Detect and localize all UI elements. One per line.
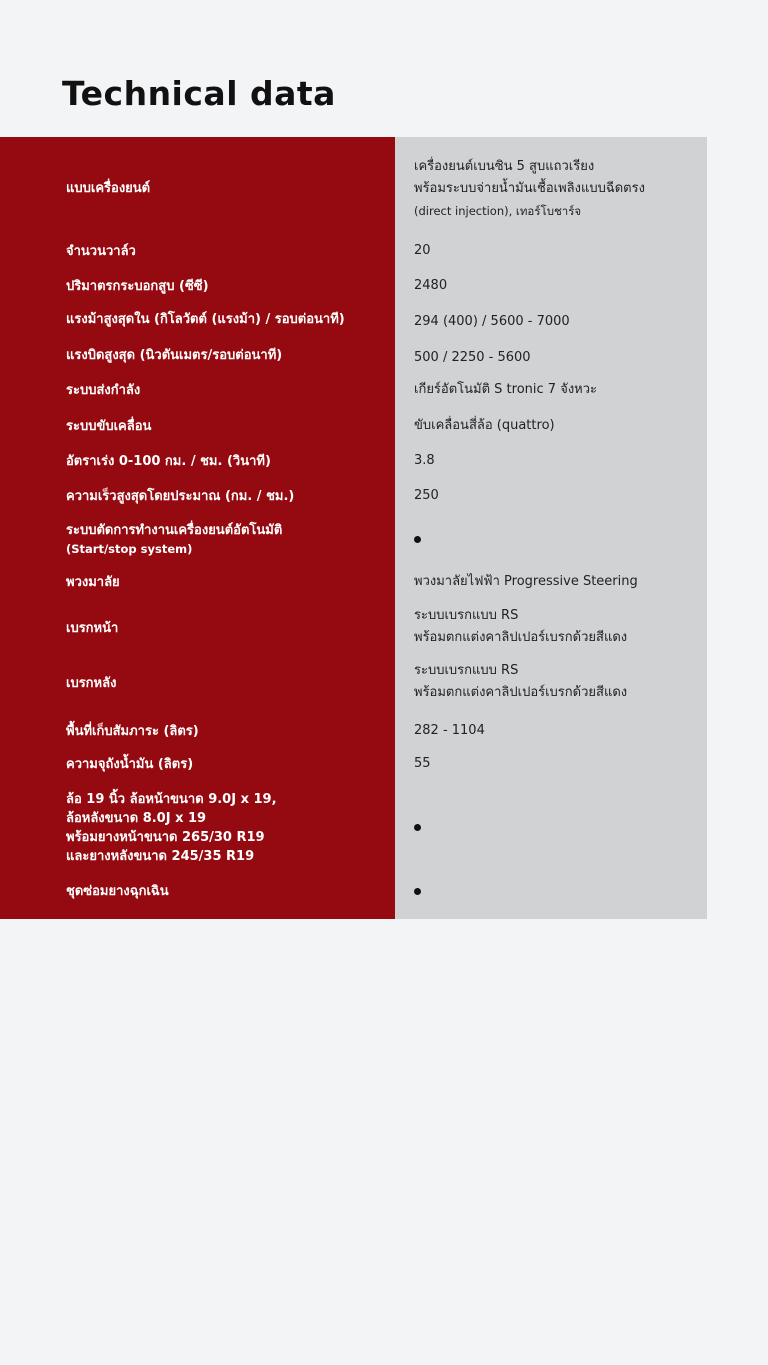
spec-label-displacement: ปริมาตรกระบอกสูบ (ซีซี) xyxy=(66,278,209,294)
spec-value-start-stop xyxy=(414,533,702,545)
spec-label-engine-type: แบบเครื่องยนต์ xyxy=(66,180,151,196)
spec-label-top-speed: ความเร็วสูงสุดโดยประมาณ (กม. / ชม.) xyxy=(66,488,295,504)
spec-value-luggage: 282 - 1104 xyxy=(414,723,485,738)
spec-value-tire-repair-kit xyxy=(414,885,702,897)
page-title: Technical data xyxy=(62,74,336,113)
spec-value-engine-type: เครื่องยนต์เบนซิน 5 สูบแถวเรียง พร้อมระบบจ่ายน้ำมันเชื้อเพลิงแบบฉีดตรง (direct injection), เทอร์โบชาร์จ xyxy=(414,159,645,218)
spec-value-acceleration: 3.8 xyxy=(414,453,435,468)
spec-value-fuel-tank: 55 xyxy=(414,756,431,771)
spec-value-displacement: 2480 xyxy=(414,278,448,293)
spec-label-max-power: แรงม้าสูงสุดใน (กิโลวัตต์ (แรงม้า) / รอบต่อนาที) xyxy=(66,311,345,327)
spec-label-rear-brakes: เบรกหลัง xyxy=(66,675,117,691)
spec-label-drive-system: ระบบขับเคลื่อน xyxy=(66,418,152,434)
spec-label-wheels: ล้อ 19 นิ้ว ล้อหน้าขนาด 9.0J x 19, ล้อหลังขนาด 8.0J x 19 พร้อมยางหน้าขนาด 265/30 R19 และยางหลังขนาด 245/35 R19 xyxy=(66,792,277,864)
spec-label-max-torque: แรงบิดสูงสุด (นิวตันเมตร/รอบต่อนาที) xyxy=(66,347,283,363)
spec-value-front-brakes: ระบบเบรกแบบ RS พร้อมตกแต่งคาลิปเปอร์เบรกด้วยสีแดง xyxy=(414,608,628,645)
spec-value-rear-brakes: ระบบเบรกแบบ RS พร้อมตกแต่งคาลิปเปอร์เบรกด้วยสีแดง xyxy=(414,663,628,700)
spec-label-luggage: พื้นที่เก็บสัมภาระ (ลิตร) xyxy=(66,723,199,739)
spec-label-transmission: ระบบส่งกำลัง xyxy=(66,382,141,398)
spec-value-valves: 20 xyxy=(414,243,431,258)
spec-label-steering: พวงมาลัย xyxy=(66,574,120,590)
spec-label-fuel-tank: ความจุถังน้ำมัน (ลิตร) xyxy=(66,756,194,772)
spec-label-valves: จำนวนวาล์ว xyxy=(66,243,136,259)
spec-value-max-power: 294 (400) / 5600 - 7000 xyxy=(414,314,570,329)
standard-bullet-icon xyxy=(414,824,421,831)
spec-table xyxy=(0,137,707,919)
spec-value-drive-system: ขับเคลื่อนสี่ล้อ (quattro) xyxy=(414,418,555,433)
spec-value-top-speed: 250 xyxy=(414,488,439,503)
standard-bullet-icon xyxy=(414,888,421,895)
spec-value-wheels xyxy=(414,821,702,833)
standard-bullet-icon xyxy=(414,536,421,543)
spec-value-transmission: เกียร์อัตโนมัติ S tronic 7 จังหวะ xyxy=(414,382,598,397)
spec-value-max-torque: 500 / 2250 - 5600 xyxy=(414,350,531,365)
spec-value-steering: พวงมาลัยไฟฟ้า Progressive Steering xyxy=(414,574,638,589)
spec-label-front-brakes: เบรกหน้า xyxy=(66,620,119,636)
spec-label-acceleration: อัตราเร่ง 0-100 กม. / ชม. (วินาที) xyxy=(66,453,271,469)
spec-label-start-stop: ระบบตัดการทำงานเครื่องยนต์อัตโนมัติ (Start/stop system) xyxy=(66,523,283,556)
spec-label-tire-repair-kit: ชุดซ่อมยางฉุกเฉิน xyxy=(66,883,169,899)
